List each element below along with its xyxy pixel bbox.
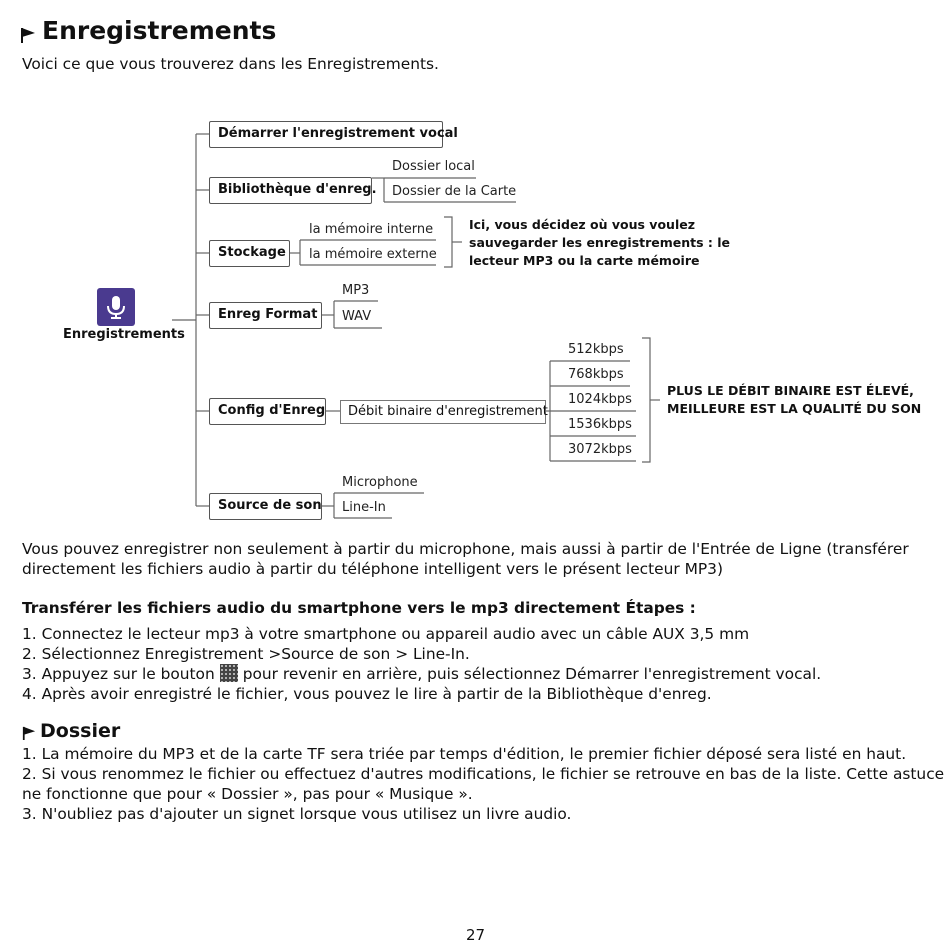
leaf-internal-memory: la mémoire interne	[309, 222, 434, 237]
bitrate-1536: 1536kbps	[568, 417, 632, 432]
leaf-microphone: Microphone	[342, 475, 418, 490]
leaf-bitrate: Débit binaire d'enregistrement	[340, 400, 546, 424]
storage-note: Ici, vous décidez où vous voulez sauvegarder les enregistrements : le lecteur MP3 ou la carte mémoire	[469, 217, 731, 268]
dossier-line3: ne fonctionne que pour « Dossier », pas pour « Musique ».	[22, 785, 473, 803]
bitrate-1024: 1024kbps	[568, 392, 632, 407]
leaf-mp3: MP3	[342, 283, 370, 298]
node-start-recording: Démarrer l'enregistrement vocal	[209, 121, 443, 148]
leaf-line-in: Line-In	[342, 500, 386, 515]
node-config: Config d'Enreg	[209, 398, 326, 425]
steps-title: Transférer les fichiers audio du smartphone vers le mp3 directement Étapes :	[22, 599, 696, 617]
leaf-local-folder: Dossier local	[392, 159, 475, 174]
step-2: 2. Sélectionnez Enregistrement >Source de son > Line-In.	[22, 645, 470, 663]
dossier-line4: 3. N'oubliez pas d'ajouter un signet lorsque vous utilisez un livre audio.	[22, 805, 572, 823]
bitrate-note: PLUS LE DÉBIT BINAIRE EST ÉLEVÉ, MEILLEURE EST LA QUALITÉ DU SON	[667, 383, 922, 416]
node-library: Bibliothèque d'enreg.	[209, 177, 372, 204]
paragraph-line2: directement les fichiers audio à partir du téléphone intelligent vers le présent lecteur MP3)	[22, 560, 723, 578]
page-number: 27	[466, 926, 486, 944]
node-source: Source de son	[209, 493, 322, 520]
section-title-dossier: Dossier	[22, 720, 120, 742]
back-button-icon	[220, 664, 238, 682]
step-3: 3. Appuyez sur le bouton pour revenir en arrière, puis sélectionnez Démarrer l'enregistrement vocal.	[22, 665, 822, 683]
section-intro: Voici ce que vous trouverez dans les Enregistrements.	[22, 55, 439, 73]
flag-icon	[22, 725, 36, 741]
root-label: Enregistrements	[63, 327, 185, 342]
microphone-icon	[97, 288, 135, 326]
bitrate-512: 512kbps	[568, 342, 624, 357]
dossier-line2: 2. Si vous renommez le fichier ou effectuez d'autres modifications, le fichier se retrouve en bas de la liste. Cette astuce	[22, 765, 945, 783]
paragraph-line1: Vous pouvez enregistrer non seulement à partir du microphone, mais aussi à partir de l'Entrée de Ligne (transférer	[22, 540, 909, 558]
leaf-card-folder: Dossier de la Carte	[392, 184, 517, 199]
node-storage: Stockage	[209, 240, 290, 267]
dossier-line1: 1. La mémoire du MP3 et de la carte TF sera triée par temps d'édition, le premier fichier déposé sera listé en haut.	[22, 745, 907, 763]
node-format: Enreg Format	[209, 302, 322, 329]
bitrate-768: 768kbps	[568, 367, 624, 382]
leaf-external-memory: la mémoire externe	[309, 247, 437, 262]
section-title-enregistrements: Enregistrements	[20, 16, 276, 45]
step-4: 4. Après avoir enregistré le fichier, vous pouvez le lire à partir de la Bibliothèque d'enreg.	[22, 685, 712, 703]
step-1: 1. Connectez le lecteur mp3 à votre smartphone ou appareil audio avec un câble AUX 3,5 mm	[22, 625, 750, 643]
root-node	[97, 288, 135, 326]
leaf-wav: WAV	[342, 309, 372, 324]
bitrate-3072: 3072kbps	[568, 442, 632, 457]
